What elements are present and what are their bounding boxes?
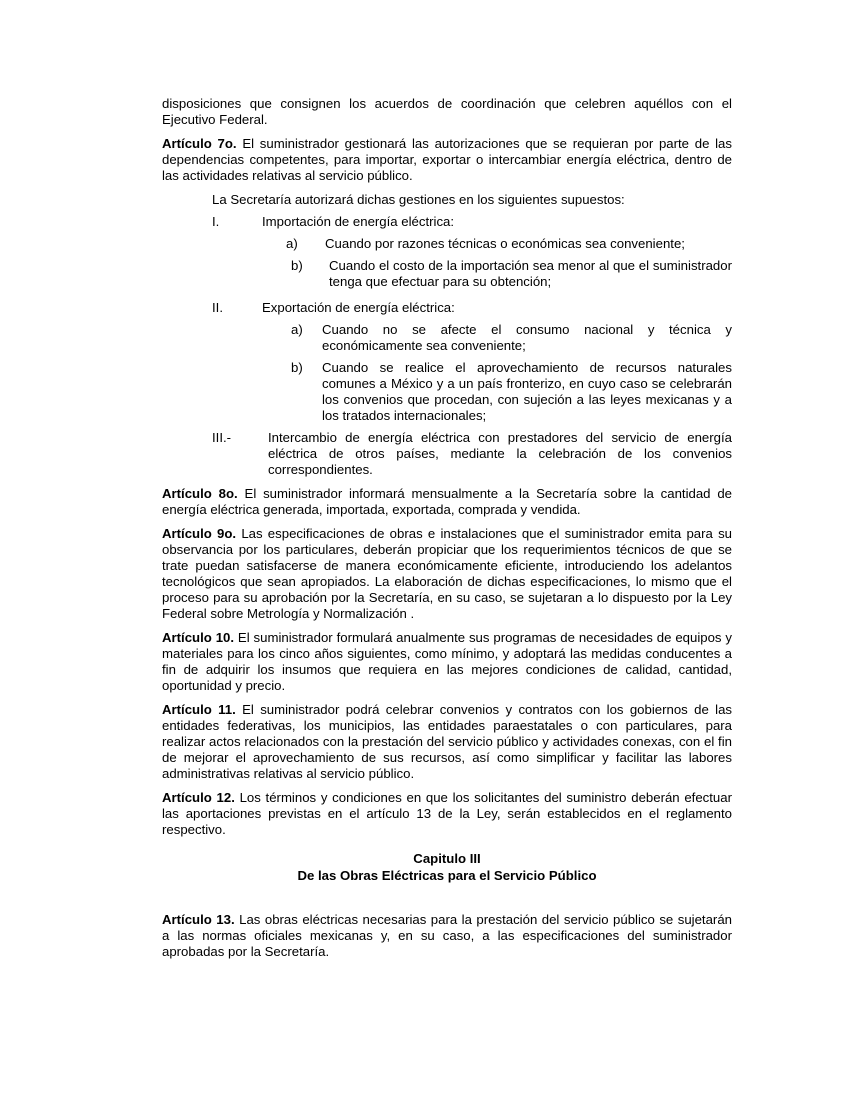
list-item-text: Cuando se realice el aprovechamiento de recursos naturales comunes a México y a un país fronterizo, en cuyo caso se celebrarán los convenios que procedan, con sujeción a las leyes mexicanas y a los tratados internacionales; — [322, 360, 732, 423]
sub-item-II-a — [162, 322, 732, 354]
article-text: Las especificaciones de obras e instalaciones que el suministrador emita para su observancia por los particulares, deberán propiciar que los requerimientos técnicos de que se trate puedan satisfacerse de manera económicamente eficiente, introduciendo los adelantos tecnológicos que sean apropiados. La elaboración de dichas especificaciones, lo mismo que el proceso para su aprobación por la Secretaría, en su caso, se sujetaran a lo dispuesto por la Ley Federal sobre Metrología y Normalización . — [162, 526, 732, 621]
list-marker: II. — [212, 300, 223, 315]
article-heading: Artículo 12. — [162, 790, 235, 805]
list-item-text: Exportación de energía eléctrica: — [262, 300, 455, 315]
article-heading: Artículo 9o. — [162, 526, 237, 541]
article-8 — [162, 486, 732, 518]
article-7-intro: La Secretaría autorizará dichas gestiones en los siguientes supuestos: — [212, 192, 625, 207]
list-item-text: Cuando por razones técnicas o económicas sea conveniente; — [325, 236, 685, 251]
article-heading: Artículo 10. — [162, 630, 235, 645]
list-item-text: Importación de energía eléctrica: — [262, 214, 455, 229]
article-text: El suministrador podrá celebrar convenios y contratos con los gobiernos de las entidades federativas, los municipios, las entidades paraestatales o con particulares, para realizar actos relacionados con la prestación del servicio público y actividades conexas, con el fin de mejorar el aprovechamiento de sus recursos, así como simplificar y facilitar las labores administrativas relativas al servicio público. — [162, 702, 732, 781]
sub-item-II-b — [162, 360, 732, 424]
article-heading: Artículo 8o. — [162, 486, 238, 501]
list-item-II — [162, 300, 732, 316]
article-9 — [162, 526, 732, 622]
chapter-number: Capitulo III — [413, 851, 481, 866]
article-text: El suministrador gestionará las autorizaciones que se requieran por parte de las dependencias competentes, para importar, exportar o intercambiar energía eléctrica, dentro de las actividades relativas al servicio público. — [162, 136, 732, 183]
list-marker: a) — [286, 236, 298, 251]
list-item-I — [162, 214, 732, 230]
article-12 — [162, 790, 732, 838]
list-item-text: Cuando el costo de la importación sea menor al que el suministrador tenga que efectuar para su obtención; — [329, 258, 732, 289]
article-text: El suministrador formulará anualmente sus programas de necesidades de equipos y materiales para los cinco años siguientes, como mínimo, y adoptará las medidas conducentes a fin de adquirir los insumos que requiera en las mejores condiciones de calidad, cantidad, oportunidad y precio. — [162, 630, 732, 693]
list-item-text: Intercambio de energía eléctrica con prestadores del servicio de energía eléctrica de otros países, mediante la celebración de los convenios correspondientes. — [268, 430, 732, 477]
article-text: El suministrador informará mensualmente a la Secretaría sobre la cantidad de energía eléctrica generada, importada, exportada, comprada y vendida. — [162, 486, 732, 517]
article-heading: Artículo 11. — [162, 702, 236, 717]
chapter-heading — [162, 850, 732, 884]
article-11 — [162, 702, 732, 782]
article-13 — [162, 912, 732, 960]
sub-item-I-b — [162, 258, 732, 290]
article-text: Las obras eléctricas necesarias para la prestación del servicio público se sujetarán a las normas oficiales mexicanas y, en su caso, a las especificaciones del suministrador aprobadas por la Secretaría. — [162, 912, 732, 959]
list-item-III — [162, 430, 732, 478]
article-heading: Artículo 7o. — [162, 136, 237, 151]
article-10 — [162, 630, 732, 694]
list-marker: b) — [291, 360, 303, 375]
sub-item-I-a — [162, 236, 732, 252]
document-page — [162, 96, 732, 968]
article-7 — [162, 136, 732, 184]
article-heading: Artículo 13. — [162, 912, 235, 927]
article-text: Los términos y condiciones en que los solicitantes del suministro deberán efectuar las aportaciones previstas en el artículo 13 de la Ley, serán establecidos en el reglamento respectivo. — [162, 790, 732, 837]
list-marker: a) — [291, 322, 303, 337]
list-item-text: Cuando no se afecte el consumo nacional y técnica y económicamente sea conveniente; — [322, 322, 732, 353]
list-marker: b) — [291, 258, 303, 273]
list-marker: III.- — [212, 430, 232, 445]
paragraph-continuation: disposiciones que consignen los acuerdos de coordinación que celebren aquéllos con el Ejecutivo Federal. — [162, 96, 732, 127]
list-marker: I. — [212, 214, 220, 229]
chapter-title: De las Obras Eléctricas para el Servicio Público — [297, 868, 597, 883]
